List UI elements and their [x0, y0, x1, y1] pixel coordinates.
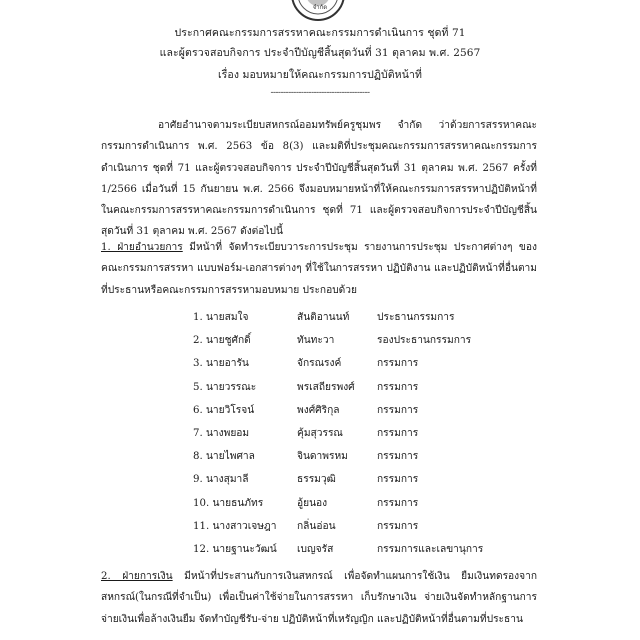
member-role: กรรมการ — [377, 404, 419, 416]
member-name: 11. นางสาวเจษฎา — [193, 520, 277, 532]
section1-paragraph — [101, 237, 537, 301]
member-name: 7. นางพยอม — [193, 428, 250, 439]
member-surname: พรเสถียรพงศ์ — [297, 381, 355, 393]
member-name: 3. นายอารัน — [193, 358, 249, 370]
separator-line: --------------------------------------- — [270, 88, 370, 98]
member-role: กรรมการ — [377, 474, 419, 486]
section2-body: มีหน้าที่ประสานกับการเงินสหกรณ์ เพื่อจัดทำแผนการใช้เงิน ยืมเงินทดรองจากสหกรณ์(ในกรณีที่จำเป็น) เพื่อเป็นค่าใช้จ่ายในการสรรหา เก็บรักษาเงิน จ่ายเงินจัดทำหลักฐานการจ่ายเงินเพื่อล้างเงินยืม จัดทำบัญชีรับ-จ่าย ปฏิบัติหน้าที่เหรัญญิก และปฏิบัติหน้าที่อื่นตามที่ประธาน — [101, 571, 537, 625]
section1-heading: 1. ฝ่ายอำนวยการ — [101, 242, 183, 253]
section2-paragraph — [101, 566, 537, 630]
member-name: 1. นายสมใจ — [193, 312, 249, 323]
member-surname: กลิ่นอ่อน — [297, 520, 336, 532]
seal-text: จำกัด — [312, 4, 328, 11]
member-surname: คุ้มสุวรรณ — [297, 428, 343, 439]
member-name: 10. นายธนภัทร — [193, 497, 264, 509]
member-name: 8. นายไพศาล — [193, 451, 255, 463]
member-surname: พงศ์ศิริกุล — [297, 404, 340, 416]
section1-body: มีหน้าที่ จัดทำระเบียบวาระการประชุม รายงานการประชุม ประกาศต่างๆ ของคณะกรรมการสรรหา แบบฟอร์ม-เอกสารต่างๆ ที่ใช้ในการสรรหา ปฏิบัติงาน และปฏิบัติหน้าที่อื่นตามที่ประธานหรือคณะกรรมการสรรหามอบหมาย ประกอบด้วย — [101, 242, 537, 296]
member-name: 9. นางสุมาลี — [193, 474, 249, 486]
announcement-subject: เรื่อง มอบหมายให้คณะกรรมการปฏิบัติหน้าที่ — [217, 69, 422, 81]
member-role: กรรมการ — [377, 358, 419, 370]
member-role: กรรมการ — [377, 497, 419, 509]
announcement-subtitle: และผู้ตรวจสอบกิจการ ประจำปีบัญชีสิ้นสุดวันที่ 31 ตุลาคม พ.ศ. 2567 — [159, 47, 481, 59]
member-role: กรรมการ — [377, 451, 419, 463]
member-surname: ธรรมวุฒิ — [297, 474, 336, 486]
intro-paragraph: อาศัยอำนาจตามระเบียบสหกรณ์ออมทรัพย์ครูชุมพร จำกัด ว่าด้วยการสรรหาคณะกรรมการดำเนินการ พ.ศ. 2563 ข้อ 8(3) และมติที่ประชุมคณะกรรมการสรรหาคณะกรรมการดำเนินการ ชุดที่ 71 และผู้ตรวจสอบกิจการ ประจำปีบัญชีสิ้นสุดวันที่ 31 ตุลาคม พ.ศ. 2567 ครั้งที่ 1/2566 เมื่อวันที่ 15 กันยายน พ.ศ. 2566 จึงมอบหมายหน้าที่ให้คณะกรรมการสรรหาปฏิบัติหน้าที่ ในคณะกรรมการสรรหาคณะกรรมการดำเนินการ ชุดที่ 71 และผู้ตรวจสอบกิจการประจำปีบัญชีสิ้นสุดวันที่ 31 ตุลาคม พ.ศ. 2567 ดังต่อไปนี้ — [101, 120, 537, 238]
member-role: กรรมการ — [377, 381, 419, 393]
member-name: 5. นายวรรณะ — [193, 381, 257, 393]
member-role: ประธานกรรมการ — [377, 312, 455, 323]
member-role: รองประธานกรรมการ — [377, 335, 472, 347]
member-role: กรรมการ — [377, 520, 419, 532]
member-name: 6. นายวิโรจน์ — [193, 404, 255, 416]
member-name: 12. นายฐานะวัฒน์ — [193, 544, 277, 555]
announcement-title: ประกาศคณะกรรมการสรรหาคณะกรรมการดำเนินการ ชุดที่ 71 — [174, 27, 466, 39]
member-surname: ทันทะวา — [297, 335, 335, 347]
member-surname: จินดาพรหม — [297, 451, 348, 463]
member-surname: สันติอานนท์ — [297, 312, 350, 323]
member-surname: จักรณรงค์ — [297, 358, 342, 370]
member-surname: อู้ยนอง — [297, 497, 328, 509]
member-surname: เบญจรัส — [297, 544, 334, 555]
section2-heading: 2. ฝ่ายการเงิน — [101, 571, 173, 582]
member-name: 2. นายชูศักดิ์ — [193, 335, 251, 347]
member-role: กรรมการ — [377, 428, 419, 439]
member-role: กรรมการและเลขานุการ — [377, 544, 484, 555]
